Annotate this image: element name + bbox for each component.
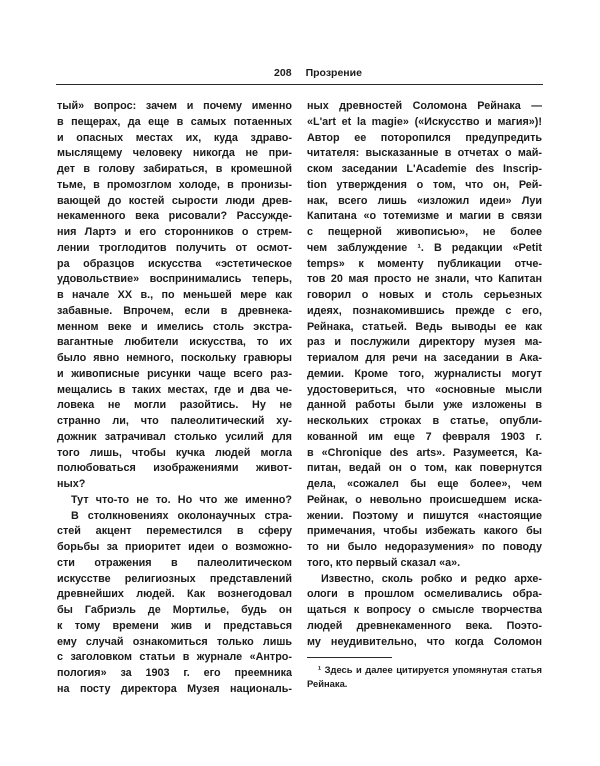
text-line: в пещерах, да еще в самых потаенных <box>57 115 292 128</box>
text-line: чем заблуждение ¹. В редакции «Petit <box>307 241 542 254</box>
text-line: вающей до костей сырости люди древ- <box>57 194 292 207</box>
text-line: жении. Поэтому и пишутся «настоящие <box>307 509 542 522</box>
text-line: говорил о новых и столь серьезных <box>307 289 542 301</box>
text-line: искусстве религиозных представлений <box>57 572 292 585</box>
text-line: ологи в прошлом осмеливались обра- <box>307 588 542 601</box>
text-line: полюбоваться изображениями живот- <box>57 462 292 475</box>
text-line: некаменного века рисовали? Рассужде- <box>57 210 292 223</box>
text-line: на посту директора Музея националь- <box>57 682 292 695</box>
text-line: того лишь, чтобы кучка людей могла <box>57 446 292 459</box>
text-line: тый» вопрос: зачем и почему именно <box>57 100 292 112</box>
text-line: В столкновениях околонаучных стра- <box>71 509 292 522</box>
text-column-right <box>307 99 542 690</box>
text-line: данной работы были уже изложены в <box>307 399 542 412</box>
text-line: Автор ее поторопился предупредить <box>307 131 542 144</box>
text-line: tion утверждения о том, что он, Рей- <box>307 178 542 191</box>
text-line: демии. Кроме того, журналисты могут <box>307 367 542 380</box>
text-line: тов 20 мая просто не знали, что Капитан <box>307 273 542 286</box>
text-line: ском заседании L'Academie des Inscrip- <box>307 163 542 175</box>
text-line: странно ли, что палеолитический ху- <box>57 415 292 427</box>
running-title: Прозрение <box>305 67 362 79</box>
text-line: кованной им еще 7 февраля 1903 г. <box>307 430 542 443</box>
text-line: сти отражения в палеолитическом <box>57 556 292 569</box>
text-line: забавные. Впрочем, если в древнека- <box>57 304 292 317</box>
text-line: бы Габриэль де Мортилье, будь он <box>57 604 292 616</box>
text-line: териалом для речи на заседании в Ака- <box>307 352 542 364</box>
text-line: стей акцент переместился в сферу <box>57 525 292 538</box>
text-line: борьбы за приоритет идеи о возможно- <box>57 541 292 553</box>
text-line: «L'art et la magie» («Искусство и магия»)! <box>307 115 542 128</box>
text-line: было явно немного, поскольку гравюры <box>57 352 292 364</box>
text-line: тьме, в промозглом холоде, в пронизы- <box>57 178 292 191</box>
text-line: менном веке и имелись столь экстра- <box>57 320 292 333</box>
text-line: ¹ Здесь и далее цитируется упомянутая статья <box>318 664 542 676</box>
text-line: мыслящему человеку никогда не при- <box>57 147 292 160</box>
text-line: ных древностей Соломона Рейнака — <box>307 100 542 112</box>
text-line: ния Лартэ и его сторонников о стрем- <box>57 226 292 238</box>
text-line: древнейших людей. Как вознегодовал <box>57 588 292 601</box>
footnote <box>307 657 542 690</box>
text-line: к тому времени жив и представься <box>57 619 292 632</box>
text-line: нак, всего лишь «изложил идеи» Луи <box>307 194 542 207</box>
text-line: удостовериться, что «основные мысли <box>307 383 542 396</box>
text-line: людей древнекаменного века. Поэто- <box>307 619 542 632</box>
page-header <box>274 67 362 79</box>
text-line: читателя: высказанные в отчетах о май- <box>307 147 542 160</box>
text-line: пология» за 1903 г. его преемника <box>57 667 292 679</box>
text-line: дела, «сожалел бы еще более», чем <box>307 478 542 490</box>
text-line: вагантные любители искусства, то их <box>57 336 292 349</box>
footnote-text <box>307 663 542 689</box>
text-line: мещались в таких местах, где и два че- <box>57 383 292 396</box>
text-line: удовольствие» воспринимались теперь, <box>57 273 292 286</box>
text-line: щаться к вопросу о смысле творчества <box>307 604 542 616</box>
text-line: в «Chronique des arts». Разумеется, Ка- <box>307 446 542 459</box>
text-line: дет в голову забираться, в кромешной <box>57 163 292 175</box>
text-line: примечания, чтобы избежать какого бы <box>307 525 542 538</box>
text-line: нескольких строках в статье, опубли- <box>307 415 542 427</box>
text-line: и живописные рисунки чаще всего раз- <box>57 367 292 380</box>
text-line: ных? <box>57 478 86 490</box>
text-line: ра образцов искусства «эстетическое <box>57 257 292 270</box>
text-line: ловека не могли разойтись. Ну не <box>57 399 292 412</box>
text-column-left <box>57 99 292 698</box>
text-line: в начале XX в., по меньшей мере как <box>57 289 292 301</box>
text-line: Тут что-то не то. Но что же именно? <box>71 493 292 506</box>
text-line: дожник затрачивал столько усилий для <box>57 430 292 443</box>
text-line: Рейнака. <box>307 677 348 689</box>
text-line: Известно, сколь робко и редко архе- <box>321 572 542 585</box>
text-line: temps» к моменту публикации отче- <box>307 257 542 270</box>
text-line: му неудивительно, что когда Соломон <box>307 635 542 648</box>
text-line: Капитана «о тотемизме и магии в связи <box>307 210 542 223</box>
text-line: питан, ведай он о том, как повернутся <box>307 462 542 475</box>
text-line: того, кто первый сказал «а». <box>307 556 461 569</box>
text-line: раз и послужили директору музея ма- <box>307 336 542 349</box>
text-line: Рейнак, о невольно происшедшем иска- <box>307 493 542 506</box>
text-line: и опасных местах их, куда здраво- <box>57 131 292 144</box>
text-line: лении троглодитов получить от осмот- <box>57 241 292 254</box>
text-line: то ни было недоразумения» по поводу <box>307 541 542 553</box>
page-number: 208 <box>274 67 292 79</box>
text-line: с пещерной живописью», не более <box>307 226 542 238</box>
text-line: Рейнака, статьей. Ведь выводы ее как <box>307 320 542 333</box>
text-line: ему случай ознакомиться только лишь <box>57 635 292 648</box>
right-column-text <box>307 99 542 650</box>
footnote-rule <box>307 657 392 658</box>
text-line: идеях, познакомившись прежде с его, <box>307 304 542 317</box>
text-line: с заголовком статьи в журнале «Антро- <box>57 651 292 664</box>
header-rule <box>56 84 543 85</box>
